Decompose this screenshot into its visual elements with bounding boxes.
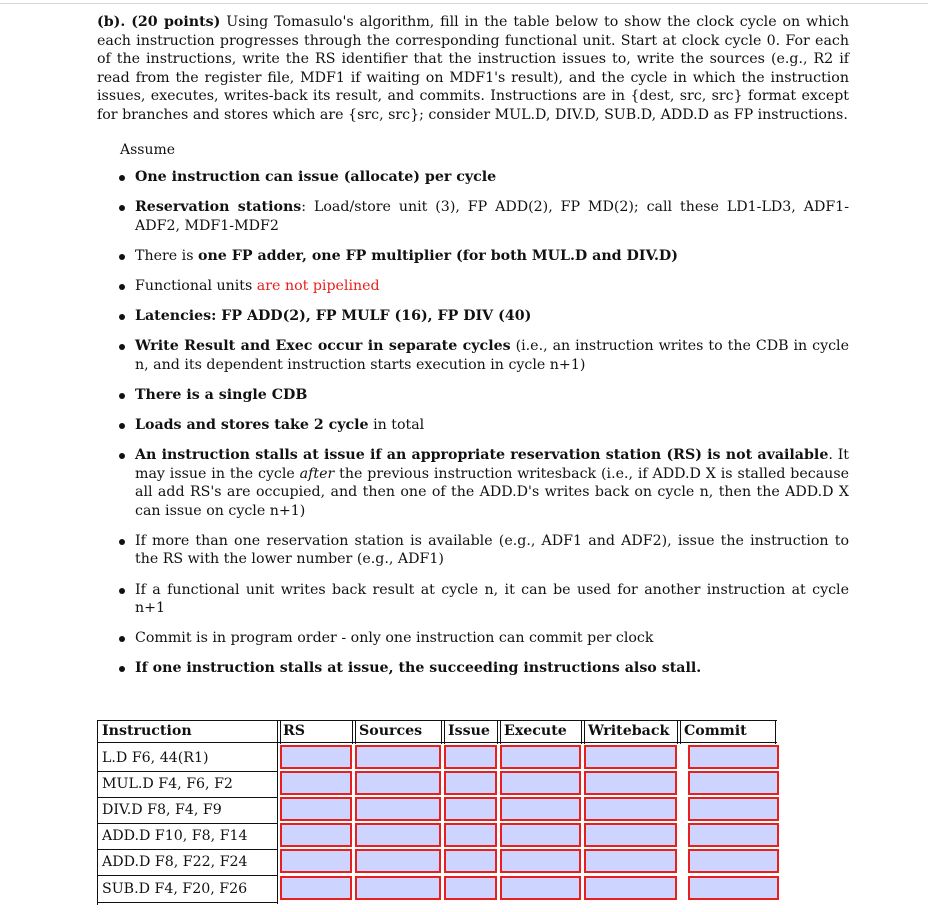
rs-answer-cell[interactable] <box>280 823 352 847</box>
sources-answer-cell[interactable] <box>355 876 441 900</box>
points-label: (20 points) <box>131 14 221 30</box>
sources-answer-cell[interactable] <box>355 797 441 821</box>
header-execute: Execute <box>504 723 567 739</box>
header-sources: Sources <box>359 723 423 739</box>
execute-answer-cell[interactable] <box>500 745 581 769</box>
rule-not-pipelined: Functional units are not pipelined <box>117 277 849 296</box>
instruction-cell: L.D F6, 44(R1) <box>102 750 209 766</box>
rule-commit-order: Commit is in program order - only one instruction can commit per clock <box>117 629 849 648</box>
writeback-answer-cell[interactable] <box>584 849 677 873</box>
issue-answer-cell[interactable] <box>444 876 497 900</box>
rule-stall-succeeding: If one instruction stalls at issue, the succeeding instructions also stall. <box>117 659 849 678</box>
commit-answer-cell[interactable] <box>688 797 779 821</box>
issue-answer-cell[interactable] <box>444 745 497 769</box>
header-issue: Issue <box>448 723 490 739</box>
header-bottom-line <box>97 742 777 743</box>
rs-answer-cell[interactable] <box>280 771 352 795</box>
header-top-line <box>97 720 777 721</box>
writeback-answer-cell[interactable] <box>584 745 677 769</box>
execute-answer-cell[interactable] <box>500 876 581 900</box>
assume-label: Assume <box>120 142 176 158</box>
execute-answer-cell[interactable] <box>500 797 581 821</box>
header-instruction: Instruction <box>102 723 192 739</box>
issue-answer-cell[interactable] <box>444 849 497 873</box>
tomasulo-table <box>97 720 777 905</box>
commit-answer-cell[interactable] <box>688 849 779 873</box>
problem-label: (b). <box>97 14 126 30</box>
rule-reservation-stations: Reservation stations: Load/store unit (3), FP ADD(2), FP MD(2); call these LD1-LD3, ADF1-ADF2, MDF1-MDF2 <box>117 198 849 235</box>
problem-intro <box>97 13 849 125</box>
rs-answer-cell[interactable] <box>280 797 352 821</box>
assumptions-list <box>117 168 849 689</box>
top-rule <box>0 3 928 4</box>
execute-answer-cell[interactable] <box>500 849 581 873</box>
sources-answer-cell[interactable] <box>355 745 441 769</box>
sources-answer-cell[interactable] <box>355 823 441 847</box>
writeback-answer-cell[interactable] <box>584 771 677 795</box>
issue-answer-cell[interactable] <box>444 797 497 821</box>
issue-answer-cell[interactable] <box>444 771 497 795</box>
header-rs: RS <box>283 723 306 739</box>
rule-loads-stores: Loads and stores take 2 cycle in total <box>117 416 849 435</box>
sources-answer-cell[interactable] <box>355 771 441 795</box>
instruction-cell: ADD.D F8, F22, F24 <box>102 854 248 870</box>
execute-answer-cell[interactable] <box>500 771 581 795</box>
commit-answer-cell[interactable] <box>688 876 779 900</box>
rule-write-exec: Write Result and Exec occur in separate cycles (i.e., an instruction writes to the CDB in cycle n, and its dependent instruction starts execution in cycle n+1) <box>117 337 849 374</box>
header-writeback: Writeback <box>588 723 670 739</box>
instruction-cell: ADD.D F10, F8, F14 <box>102 828 248 844</box>
rule-fu-reuse: If a functional unit writes back result at cycle n, it can be used for another instruction at cycle n+1 <box>117 581 849 618</box>
rule-functional-units: There is one FP adder, one FP multiplier (for both MUL.D and DIV.D) <box>117 247 849 266</box>
rule-latencies: Latencies: FP ADD(2), FP MULF (16), FP DIV (40) <box>117 307 849 326</box>
rs-answer-cell[interactable] <box>280 849 352 873</box>
rs-answer-cell[interactable] <box>280 876 352 900</box>
instruction-cell: MUL.D F4, F6, F2 <box>102 776 233 792</box>
issue-answer-cell[interactable] <box>444 823 497 847</box>
intro-text: Using Tomasulo's algorithm, fill in the table below to show the clock cycle on which each instruction progresses through the corresponding functional unit. Start at clock cycle 0. For each of the instructions, write the RS identifier that the instruction issues to, write the sources (e.g., R2 if read from the register file, MDF1 if waiting on MDF1's result), and the cycle in which the instruction issues, executes, writes-back its result, and commits. Instructions are in {dest, src, src} format except for branches and stores which are {src, src}; consider MUL.D, DIV.D, SUB.D, ADD.D as FP instructions. <box>97 14 849 123</box>
rs-answer-cell[interactable] <box>280 745 352 769</box>
commit-answer-cell[interactable] <box>688 823 779 847</box>
writeback-answer-cell[interactable] <box>584 797 677 821</box>
commit-answer-cell[interactable] <box>688 745 779 769</box>
instruction-cell: DIV.D F8, F4, F9 <box>102 802 222 818</box>
commit-answer-cell[interactable] <box>688 771 779 795</box>
rule-stall-at-issue: An instruction stalls at issue if an appropriate reservation station (RS) is not available. It may issue in the cycle after the previous instruction writesback (i.e., if ADD.D X is stalled because all add RS's are occupied, and then one of the ADD.D's writes back on cycle n, then the ADD.D X can issue on cycle n+1) <box>117 446 849 520</box>
rule-issue-rate: One instruction can issue (allocate) per cycle <box>117 168 849 187</box>
instruction-cell: SUB.D F4, F20, F26 <box>102 881 248 897</box>
header-commit: Commit <box>684 723 747 739</box>
writeback-answer-cell[interactable] <box>584 876 677 900</box>
execute-answer-cell[interactable] <box>500 823 581 847</box>
sources-answer-cell[interactable] <box>355 849 441 873</box>
rule-single-cdb: There is a single CDB <box>117 386 849 405</box>
rule-lower-rs: If more than one reservation station is available (e.g., ADF1 and ADF2), issue the instruction to the RS with the lower number (e.g., ADF1) <box>117 532 849 569</box>
writeback-answer-cell[interactable] <box>584 823 677 847</box>
